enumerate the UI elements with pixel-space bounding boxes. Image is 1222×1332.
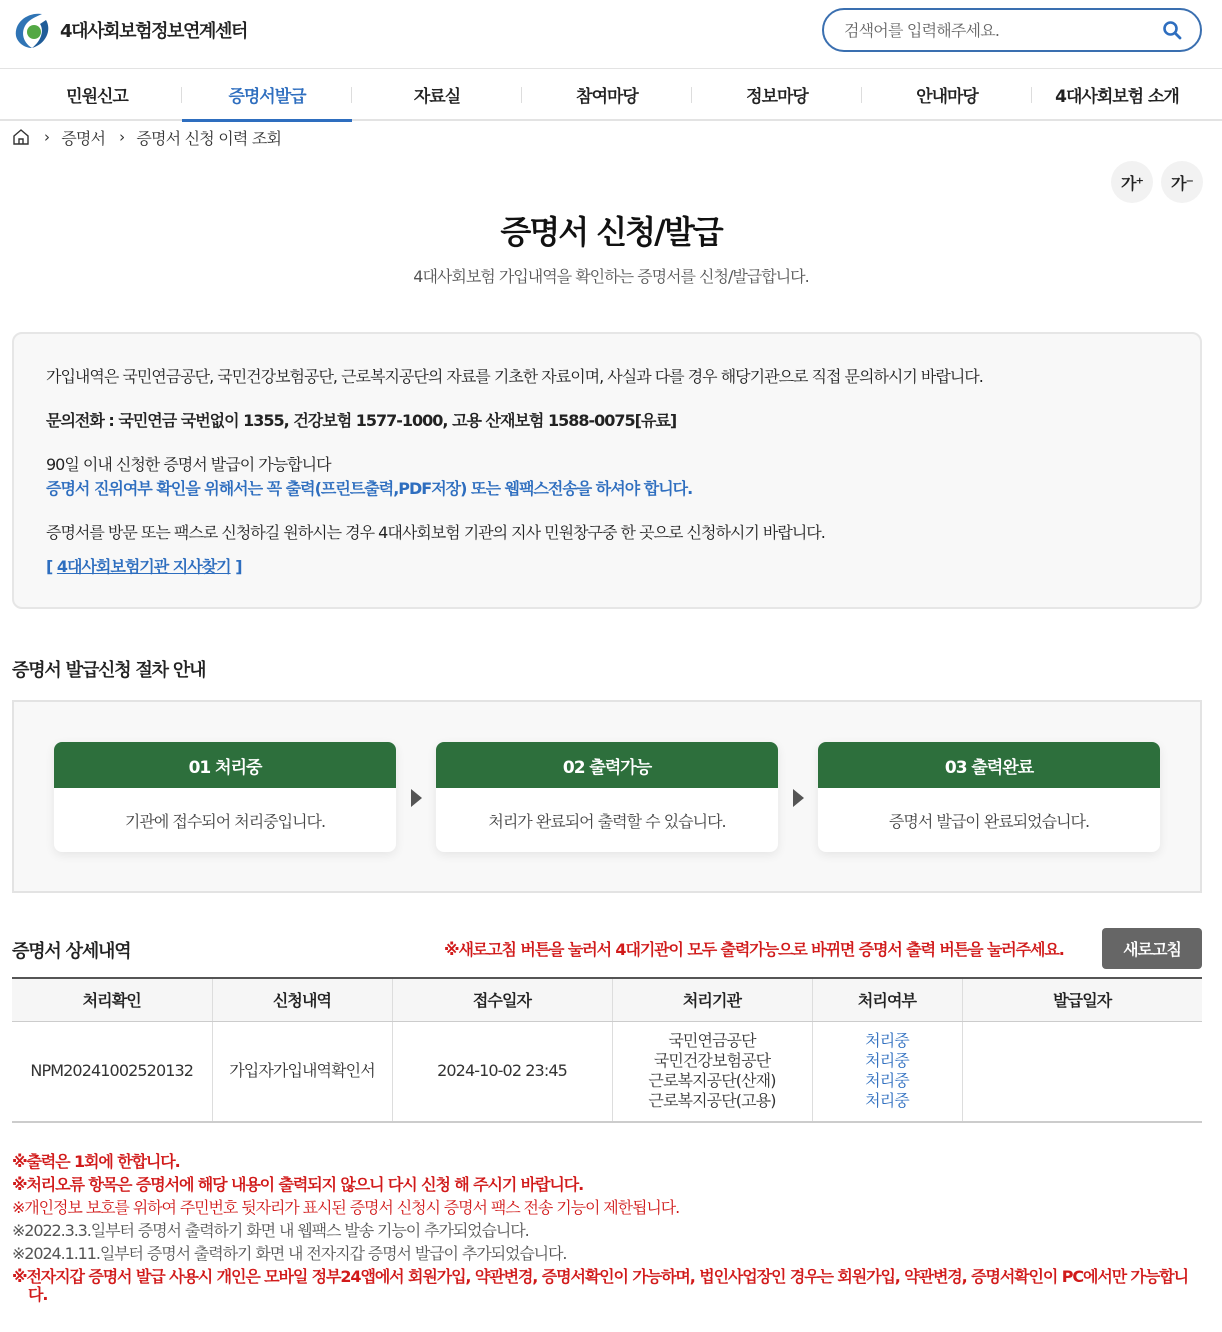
- issue-date: [962, 1021, 1202, 1122]
- nav-item-info[interactable]: 정보마당: [692, 69, 862, 120]
- step-body: 처리가 완료되어 출력할 수 있습니다.: [488, 811, 726, 831]
- receipt-number[interactable]: NPM20241002520132: [12, 1021, 212, 1122]
- nav-item-complaint[interactable]: 민원신고: [12, 69, 182, 120]
- column-header: 처리확인: [12, 978, 212, 1021]
- note-item: ※개인정보 보호를 위하여 주민번호 뒷자리가 표시된 증명서 신청시 증명서 팩스 전송 기능이 제한됩니다.: [12, 1198, 680, 1217]
- procedure-title: 증명서 발급신청 절차 안내: [12, 660, 206, 681]
- column-header: 처리기관: [612, 978, 812, 1021]
- step-card: [436, 742, 778, 852]
- search-button[interactable]: [1160, 18, 1184, 42]
- search-icon: [1162, 20, 1182, 40]
- notes: [12, 1150, 1202, 1304]
- agency-list: [612, 1021, 812, 1122]
- arrow-right-icon: [411, 789, 422, 807]
- step-body: 기관에 접수되어 처리중입니다.: [124, 811, 326, 831]
- detail-title: 증명서 상세내역: [12, 941, 131, 962]
- status-link[interactable]: 처리중: [865, 1051, 909, 1071]
- step-body: 증명서 발급이 완료되었습니다.: [888, 811, 1090, 831]
- breadcrumb-separator: ›: [44, 128, 50, 146]
- nav-item-guide[interactable]: 안내마당: [862, 69, 1032, 120]
- info-phone: 문의전화 : 국민연금 국번없이 1355, 건강보험 1577-1000, 고용 산재보험 1588-0075[유료]: [46, 411, 677, 430]
- status-list: [812, 1021, 962, 1122]
- step-card: [54, 742, 396, 852]
- note-item: ※2024.1.11.일부터 증명서 출력하기 화면 내 전자지갑 증명서 발급이 추가되었습니다.: [12, 1244, 567, 1263]
- agency-name: 국민연금공단: [668, 1031, 756, 1051]
- column-header: 발급일자: [962, 978, 1202, 1021]
- page-title: 증명서 신청/발급: [500, 213, 722, 251]
- branch-finder: [46, 554, 242, 577]
- font-size-controls: [1111, 161, 1211, 203]
- certificate-table: [12, 977, 1202, 1123]
- info-text: 증명서를 방문 또는 팩스로 신청하길 원하시는 경우 4대사회보험 기관의 지사 민원창구중 한 곳으로 신청하시기 바랍니다.: [46, 523, 825, 542]
- font-increase-button[interactable]: 가⁺: [1111, 161, 1153, 203]
- procedure-steps: [12, 700, 1202, 893]
- nav-item-participation[interactable]: 참여마당: [522, 69, 692, 120]
- note-item: ※2022.3.3.일부터 증명서 출력하기 화면 내 웹팩스 발송 기능이 추가되었습니다.: [12, 1221, 529, 1240]
- bracket: ]: [230, 557, 242, 576]
- search-input[interactable]: [844, 21, 1160, 40]
- main-nav: [0, 68, 1222, 121]
- note-item: ※출력은 1회에 한합니다.: [12, 1152, 180, 1171]
- column-header: 처리여부: [812, 978, 962, 1021]
- breadcrumb: [12, 124, 281, 150]
- bracket: [: [46, 557, 57, 576]
- logo-icon: [12, 10, 52, 50]
- nav-item-archive[interactable]: 자료실: [352, 69, 522, 120]
- info-text: 90일 이내 신청한 증명서 발급이 가능합니다: [46, 455, 331, 474]
- table-header-row: [12, 978, 1202, 1021]
- site-header: [0, 0, 1222, 68]
- step-head: 02 출력가능: [436, 742, 778, 788]
- breadcrumb-item-history[interactable]: 증명서 신청 이력 조회: [136, 128, 282, 148]
- agency-name: 근로복지공단(고용): [648, 1091, 776, 1111]
- agency-name: 국민건강보험공단: [653, 1051, 771, 1071]
- status-link[interactable]: 처리중: [865, 1031, 909, 1051]
- column-header: 신청내역: [212, 978, 392, 1021]
- status-link[interactable]: 처리중: [865, 1071, 909, 1091]
- nav-item-certificate[interactable]: 증명서발급: [182, 69, 352, 120]
- step-card: [818, 742, 1160, 852]
- home-icon[interactable]: [12, 128, 30, 146]
- branch-finder-link[interactable]: 4대사회보험기관 지사찾기: [56, 557, 231, 576]
- status-link[interactable]: 처리중: [865, 1091, 909, 1111]
- agency-name: 근로복지공단(산재): [648, 1071, 776, 1091]
- receipt-date: 2024-10-02 23:45: [392, 1021, 612, 1122]
- nav-item-about[interactable]: 4대사회보험 소개: [1055, 87, 1179, 107]
- table-row: [12, 1021, 1202, 1122]
- refresh-button[interactable]: 새로고침: [1102, 928, 1202, 969]
- page-subtitle: 4대사회보험 가입내역을 확인하는 증명서를 신청/발급합니다.: [413, 267, 809, 286]
- request-type: 가입자가입내역확인서: [212, 1021, 392, 1122]
- logo-text: 4대사회보험정보연계센터: [60, 21, 247, 42]
- breadcrumb-separator: ›: [119, 128, 125, 146]
- step-head: 03 출력완료: [818, 742, 1160, 788]
- step-head: 01 처리중: [54, 742, 396, 788]
- column-header: 접수일자: [392, 978, 612, 1021]
- info-text: 가입내역은 국민연금공단, 국민건강보험공단, 근로복지공단의 자료를 기초한 자료이며, 사실과 다를 경우 해당기관으로 직접 문의하시기 바랍니다.: [46, 367, 983, 386]
- search-box: [822, 8, 1202, 52]
- note-item: ※처리오류 항목은 증명서에 해당 내용이 출력되지 않으니 다시 신청 해 주시기 바랍니다.: [12, 1175, 584, 1194]
- note-item: ※전자지갑 증명서 발급 사용시 개인은 모바일 정부24앱에서 회원가입, 약관변경, 증명서확인이 가능하며, 법인사업장인 경우는 회원가입, 약관변경, 증명서확인이 PC에서만 가능합니다.: [12, 1267, 1188, 1304]
- breadcrumb-item-certificate[interactable]: 증명서: [61, 128, 106, 148]
- info-highlight: 증명서 진위여부 확인을 위해서는 꼭 출력(프린트출력,PDF저장) 또는 웹팩스전송을 하셔야 합니다.: [46, 479, 693, 498]
- site-logo[interactable]: [12, 10, 247, 50]
- info-box: [12, 332, 1202, 609]
- font-decrease-button[interactable]: 가⁻: [1161, 161, 1203, 203]
- arrow-right-icon: [793, 789, 804, 807]
- refresh-notice: ※새로고침 버튼을 눌러서 4대기관이 모두 출력가능으로 바뀌면 증명서 출력 버튼을 눌러주세요.: [444, 940, 1064, 959]
